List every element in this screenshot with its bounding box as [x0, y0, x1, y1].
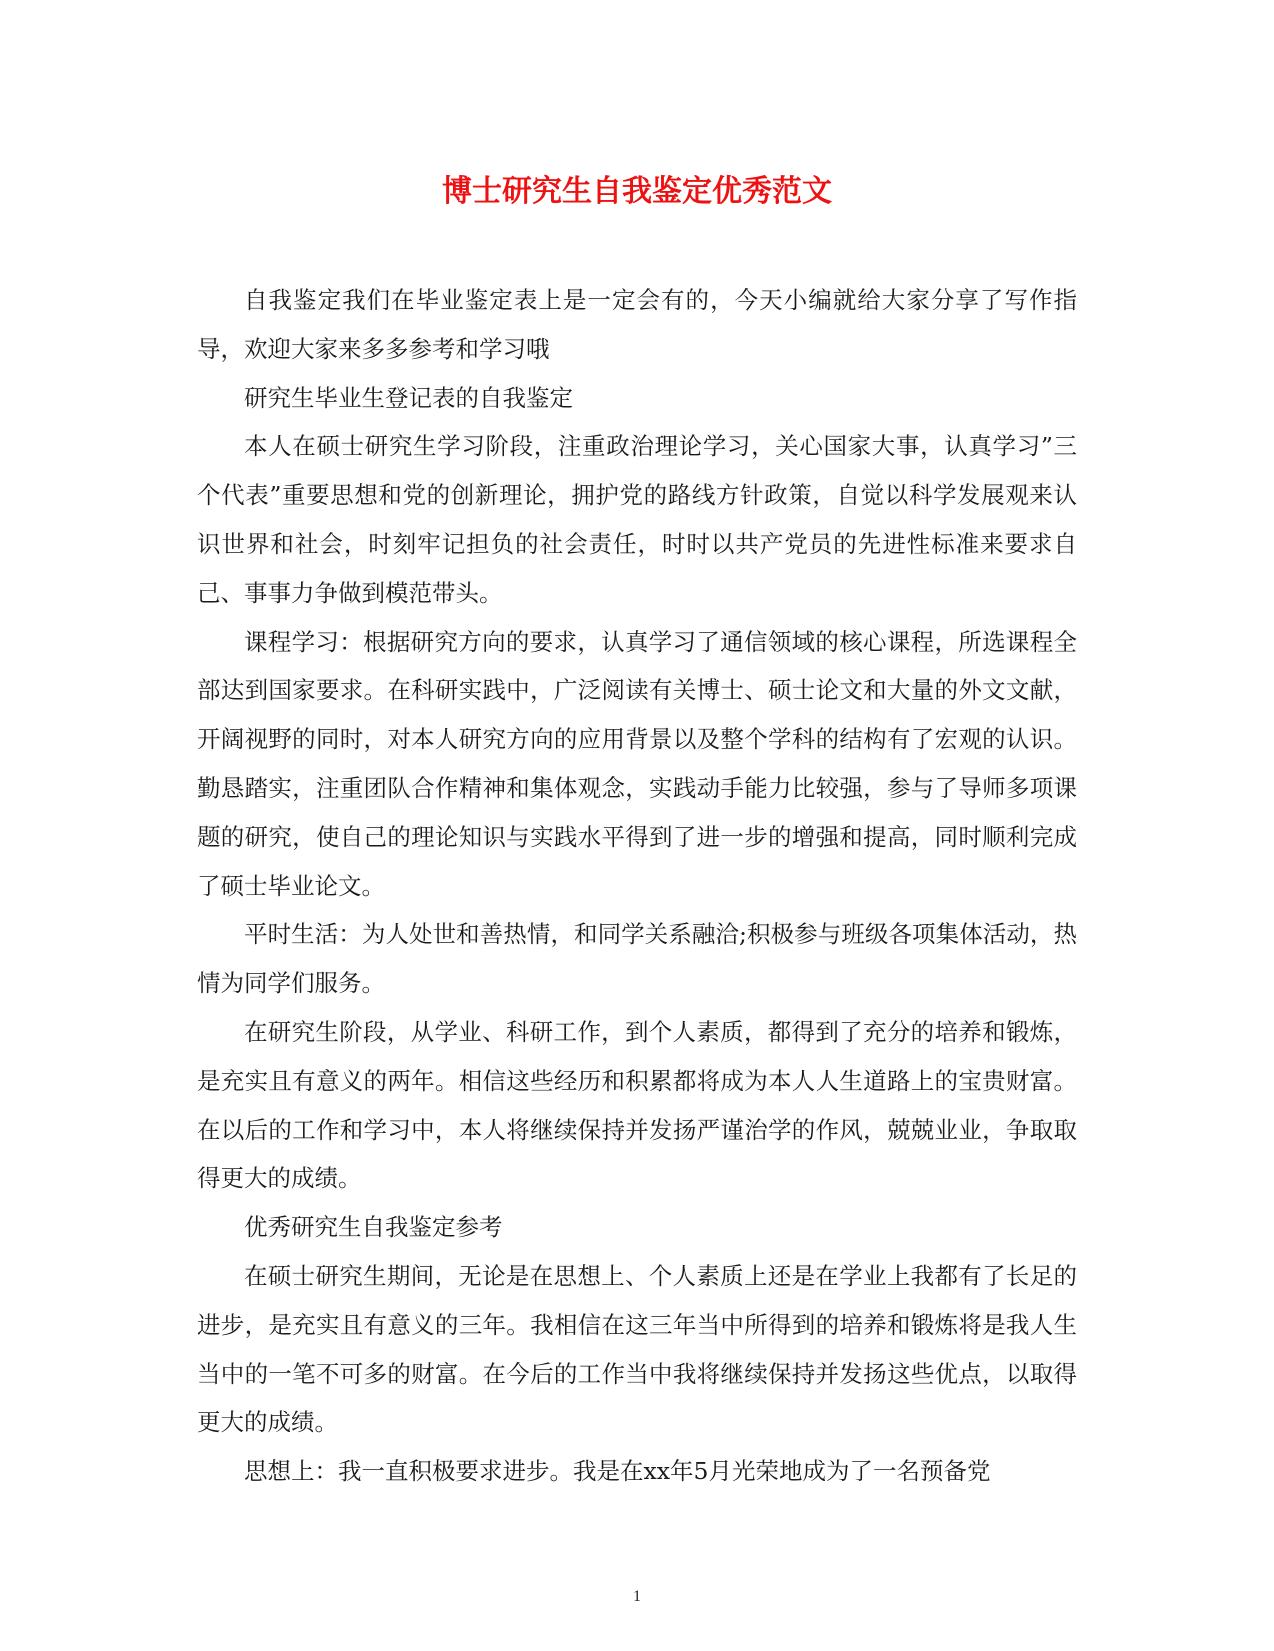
paragraph-thought: 思想上：我一直积极要求进步。我是在xx年5月光荣地成为了一名预备党 — [244, 1457, 991, 1486]
paragraph-political: 本人在硕士研究生学习阶段，注重政治理论学习，关心国家大事，认真学习”三个代表”重要思想和党的创新理论，拥护党的路线方针政策，自觉以科学发展观来认识世界和社会，时刻牢记担负的社会责任，时时以共产党员的先进性标准来要求自己、事事力争做到模范带头。 — [197, 432, 1077, 607]
paragraph-course-study: 课程学习：根据研究方向的要求，认真学习了通信领域的核心课程，所选课程全部达到国家要求。在科研实践中，广泛阅读有关博士、硕士论文和大量的外文文献，开阔视野的同时，对本人研究方向的应用背景以及整个学科的结构有了宏观的认识。勤恳踏实，注重团队合作精神和集体观念，实践动手能力比较强，参与了导师多项课题的研究，使自己的理论知识与实践水平得到了进一步的增强和提高，同时顺利完成了硕士毕业论文。 — [197, 627, 1077, 900]
document-title: 博士研究生自我鉴定优秀范文 — [442, 174, 832, 209]
paragraph-heading-registration: 研究生毕业生登记表的自我鉴定 — [244, 383, 573, 412]
paragraph-summary: 在研究生阶段，从学业、科研工作，到个人素质，都得到了充分的培养和锻炼，是充实且有意义的两年。相信这些经历和积累都将成为本人人生道路上的宝贵财富。在以后的工作和学习中，本人将继续保持并发扬严谨治学的作风，兢兢业业，争取取得更大的成绩。 — [197, 1017, 1077, 1193]
paragraph-heading-reference: 优秀研究生自我鉴定参考 — [244, 1213, 503, 1242]
paragraph-master-period: 在硕士研究生期间，无论是在思想上、个人素质上还是在学业上我都有了长足的进步，是充实且有意义的三年。我相信在这三年当中所得到的培养和锻炼将是我人生当中的一笔不可多的财富。在今后的工作当中我将继续保持并发扬这些优点，以取得更大的成绩。 — [197, 1261, 1077, 1437]
page-number: 1 — [633, 1588, 641, 1605]
paragraph-intro: 自我鉴定我们在毕业鉴定表上是一定会有的，今天小编就给大家分享了写作指导，欢迎大家来多多参考和学习哦 — [197, 286, 1077, 363]
paragraph-daily-life: 平时生活：为人处世和善热情，和同学关系融洽;积极参与班级各项集体活动，热情为同学们服务。 — [197, 920, 1077, 998]
document-body — [197, 276, 1077, 1496]
